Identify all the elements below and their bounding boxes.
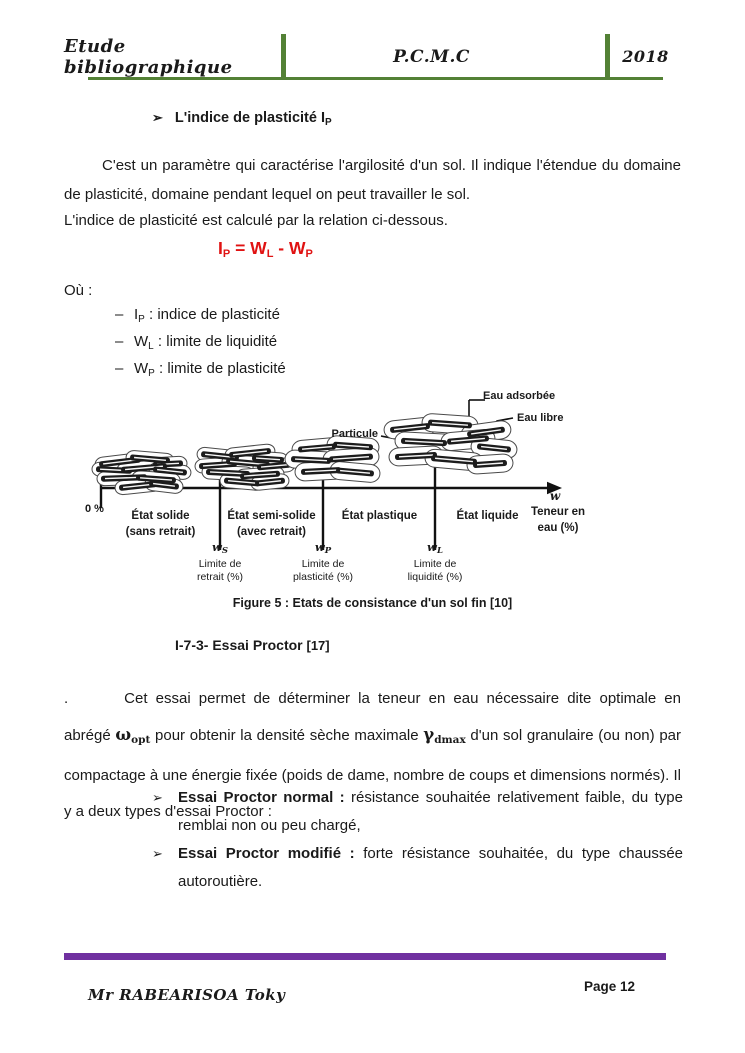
formula-wl: = W [230, 238, 267, 258]
header-rule [88, 77, 663, 80]
definitions-list [115, 306, 286, 387]
limite-retrait-label: $w_S$ Limite de retrait (%) [196, 540, 244, 583]
limite-liquidite-label: $w_L$ Limite de liquidité (%) [407, 540, 463, 583]
formula-wp-sub: P [305, 248, 313, 260]
page-number: Page 12 [583, 979, 635, 994]
formula-ip: I [218, 238, 223, 258]
omega-opt-symbol: $\omega_{opt}$ [115, 725, 151, 746]
footer-rule [64, 953, 666, 960]
plasticity-paragraph-1: C'est un paramètre qui caractérise l'argilosité d'un sol. Il indique l'étendue du domaine de plasticité, domaine pendant lequel on peut travailler le sol. [64, 157, 681, 203]
list-item [115, 333, 286, 360]
dash-bullet: – [115, 306, 124, 323]
zone-solide: État solide (sans retrait) [125, 510, 196, 538]
eau-adsorbee-label: Eau adsorbée [483, 390, 556, 402]
zero-percent-label: 0 % [85, 503, 104, 515]
dash-bullet: – [115, 360, 124, 377]
formula-wl-sub: L [266, 248, 274, 260]
header-center [286, 34, 605, 79]
limite-plasticite-label: $w_P$ Limite de plasticité (%) [292, 540, 354, 583]
consistency-states-figure [85, 386, 645, 591]
header-left [64, 34, 281, 79]
figure-caption: Figure 5 : Etats de consistance d'un sol fin [10] [232, 596, 513, 610]
definition-text: $I_P$ : indice de plasticité [134, 306, 280, 325]
list-item [152, 784, 683, 840]
arrow-bullet-icon: ➢ [152, 846, 163, 861]
gamma-dmax-symbol: $\gamma_{dmax}$ [423, 725, 466, 746]
proctor-heading-text: I-7-3- Essai Proctor [175, 637, 307, 653]
dash-bullet: – [115, 333, 124, 350]
plasticity-formula [218, 238, 313, 260]
plasticity-heading-text: L'indice de plasticité I [174, 110, 326, 126]
plasticity-heading [152, 110, 332, 128]
bullet-text: Essai Proctor normal : résistance souhaitée relativement faible, du type remblai non ou peu chargé, [178, 789, 683, 834]
zone-plastique: État plastique [341, 510, 418, 522]
w-axis-symbol: w [549, 489, 561, 503]
eau-libre-label: Eau libre [517, 412, 564, 424]
list-item [115, 306, 286, 333]
proctor-paragraph: . Cet essai permet de déterminer la teneur en eau nécessaire dite optimale en abrégé $\omega_{opt}$ pour obtenir la densité sèche maximale $\gamma_{dmax}$ d'un sol granulaire (ou non) par compactage à une énergie fixée (poids de dame, nombre de coups et dimensions normés). Il y a deux types d'essai Proctor : [64, 690, 682, 820]
proctor-heading [175, 637, 330, 653]
proctor-bullet-list [152, 784, 683, 896]
header-year-label: 2018 [622, 47, 669, 66]
arrow-bullet-icon: ➢ [152, 110, 163, 125]
formula-ip-sub: P [222, 248, 231, 260]
zone-semi-solide: État semi-solide (avec retrait) [227, 510, 316, 538]
definition-text: $W_L$ : limite de liquidité [134, 333, 278, 352]
plasticity-heading-sub: P [325, 117, 332, 128]
list-item [115, 360, 286, 387]
arrow-bullet-icon: ➢ [152, 790, 163, 805]
page-header [64, 34, 681, 79]
header-center-label: P.C.M.C [393, 46, 470, 67]
definition-text: $W_P$ : limite de plasticité [134, 360, 286, 379]
plasticity-paragraph-2: L'indice de plasticité est calculé par la relation ci-dessous. [64, 212, 448, 229]
proctor-heading-ref: [17] [306, 638, 330, 653]
zone-liquide: État liquide [456, 510, 519, 522]
header-left-label: Etude bibliographique [64, 35, 233, 78]
author-signature: Mr RABEARISOA Toky [88, 986, 286, 1004]
bullet-text: Essai Proctor modifié : forte résistance souhaitée, du type chaussée autoroutière. [178, 845, 684, 890]
particule-label: Particule [331, 428, 378, 440]
where-label: Où : [64, 282, 93, 299]
lead-dot: . [64, 690, 69, 707]
formula-wp: - W [273, 238, 306, 258]
x-axis-title-line1: Teneur en [530, 506, 586, 518]
x-axis-title-line2: eau (%) [537, 522, 579, 534]
list-item [152, 840, 683, 896]
header-right [610, 34, 681, 79]
